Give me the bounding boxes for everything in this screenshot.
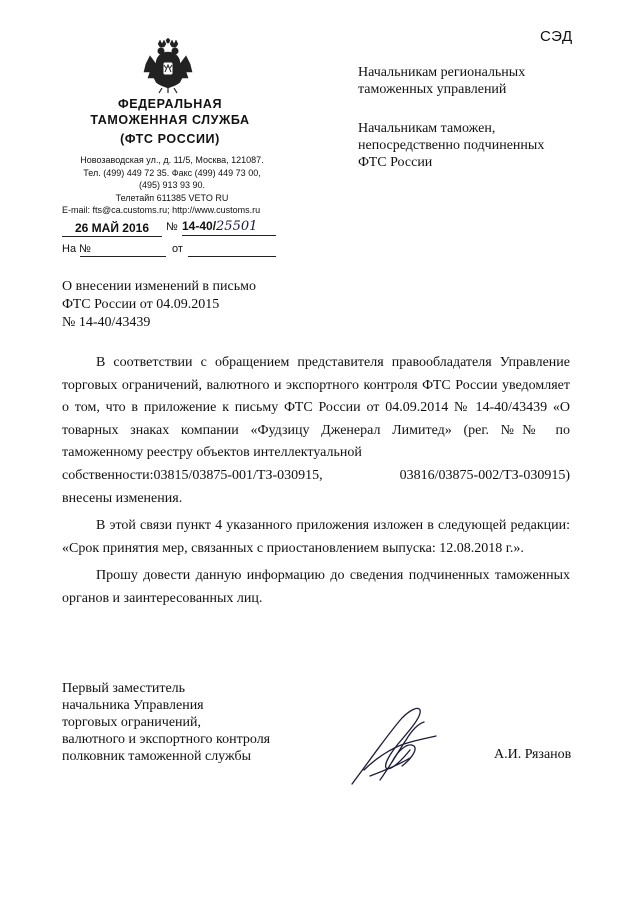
reference-number-blank bbox=[80, 256, 166, 257]
body-paragraph-2: В этой связи пункт 4 указанного приложения изложен в следующей редакции: «Срок принятия мер, связанных с приостановлением выпуска: 12.08.2018 г.». bbox=[62, 518, 570, 556]
body-paragraph-1-registry bbox=[62, 465, 570, 488]
org-name-line2: ТАМОЖЕННАЯ СЛУЖБА bbox=[90, 113, 250, 127]
addressee-customs bbox=[358, 120, 544, 171]
signer-name: А.И. Рязанов bbox=[494, 747, 572, 762]
addressee-regional-line2: таможенных управлений bbox=[358, 82, 507, 97]
coat-of-arms-icon bbox=[142, 38, 194, 94]
sed-mark: СЭД bbox=[540, 28, 573, 45]
subject-line3: № 14-40/43439 bbox=[62, 315, 151, 330]
addressee-customs-line3: ФТС России bbox=[358, 155, 433, 170]
body-paragraph-1: В соответствии с обращением представителя правообладателя Управление торговых ограничений, валютного и экспортного контроля ФТС России уведомляет о том, что в приложение к письму ФТС России от 04.09.2014 № 14-40/43439 «О товарных знаках компании «Фудзицу Дженерал Лимитед» (рег. №№ по таможенному реестру объектов интеллектуальной bbox=[62, 355, 570, 461]
contact-phone2: (495) 913 93 90. bbox=[138, 180, 206, 190]
signer-title-line3: торговых ограничений, bbox=[62, 715, 202, 730]
org-contacts bbox=[62, 154, 282, 217]
handwritten-signature-icon bbox=[340, 700, 460, 790]
addressee-regional bbox=[358, 64, 525, 98]
addressee-customs-line2: непосредственно подчиненных bbox=[358, 138, 545, 153]
org-abbreviation: (ФТС РОССИИ) bbox=[120, 132, 220, 146]
registry-number-1: собственности:03815/03875-001/ТЗ-030915, bbox=[62, 467, 323, 483]
signer-title-line5: полковник таможенной службы bbox=[62, 749, 252, 764]
contact-teletype: Телетайп 611385 VETO RU bbox=[115, 192, 229, 203]
letter-subject bbox=[62, 278, 256, 332]
reference-date-label: от bbox=[172, 243, 183, 255]
org-name-line1: ФЕДЕРАЛЬНАЯ bbox=[117, 97, 223, 111]
registration-date: 26 МАЙ 2016 bbox=[62, 221, 162, 237]
addressee-regional-line1: Начальникам региональных bbox=[358, 65, 526, 80]
signer-title-line4: валютного и экспортного контроля bbox=[62, 732, 271, 747]
organization-name bbox=[70, 96, 270, 147]
registration-number-handwritten: 25501 bbox=[216, 219, 258, 234]
body-paragraph-1-end: внесены изменения. bbox=[62, 490, 183, 506]
subject-line2: ФТС России от 04.09.2015 bbox=[62, 297, 220, 312]
reference-number-label: На № bbox=[62, 243, 91, 255]
addressee-customs-line1: Начальникам таможен, bbox=[358, 121, 496, 136]
signer-title-line2: начальника Управления bbox=[62, 698, 204, 713]
body-paragraph-3: Прошу довести данную информацию до сведения подчиненных таможенных органов и заинтересованных лиц. bbox=[62, 568, 570, 606]
registration-number bbox=[182, 219, 276, 236]
registration-number-label: № bbox=[166, 221, 178, 233]
signer-title bbox=[62, 680, 270, 765]
registry-number-2: 03816/03875-002/ТЗ-030915) bbox=[399, 467, 570, 483]
letter-body bbox=[62, 352, 570, 611]
reference-date-blank bbox=[188, 256, 276, 257]
contact-phone-fax: Тел. (499) 449 72 35. Факс (499) 449 73 00, bbox=[83, 167, 261, 178]
contact-address: Новозаводская ул., д. 11/5, Москва, 121087. bbox=[80, 155, 264, 165]
contact-email-web: E-mail: fts@ca.customs.ru; http://www.customs.ru bbox=[62, 205, 261, 215]
subject-line1: О внесении изменений в письмо bbox=[62, 279, 256, 294]
signer-title-line1: Первый заместитель bbox=[62, 681, 186, 696]
registration-number-prefix: 14-40/ bbox=[182, 219, 217, 233]
